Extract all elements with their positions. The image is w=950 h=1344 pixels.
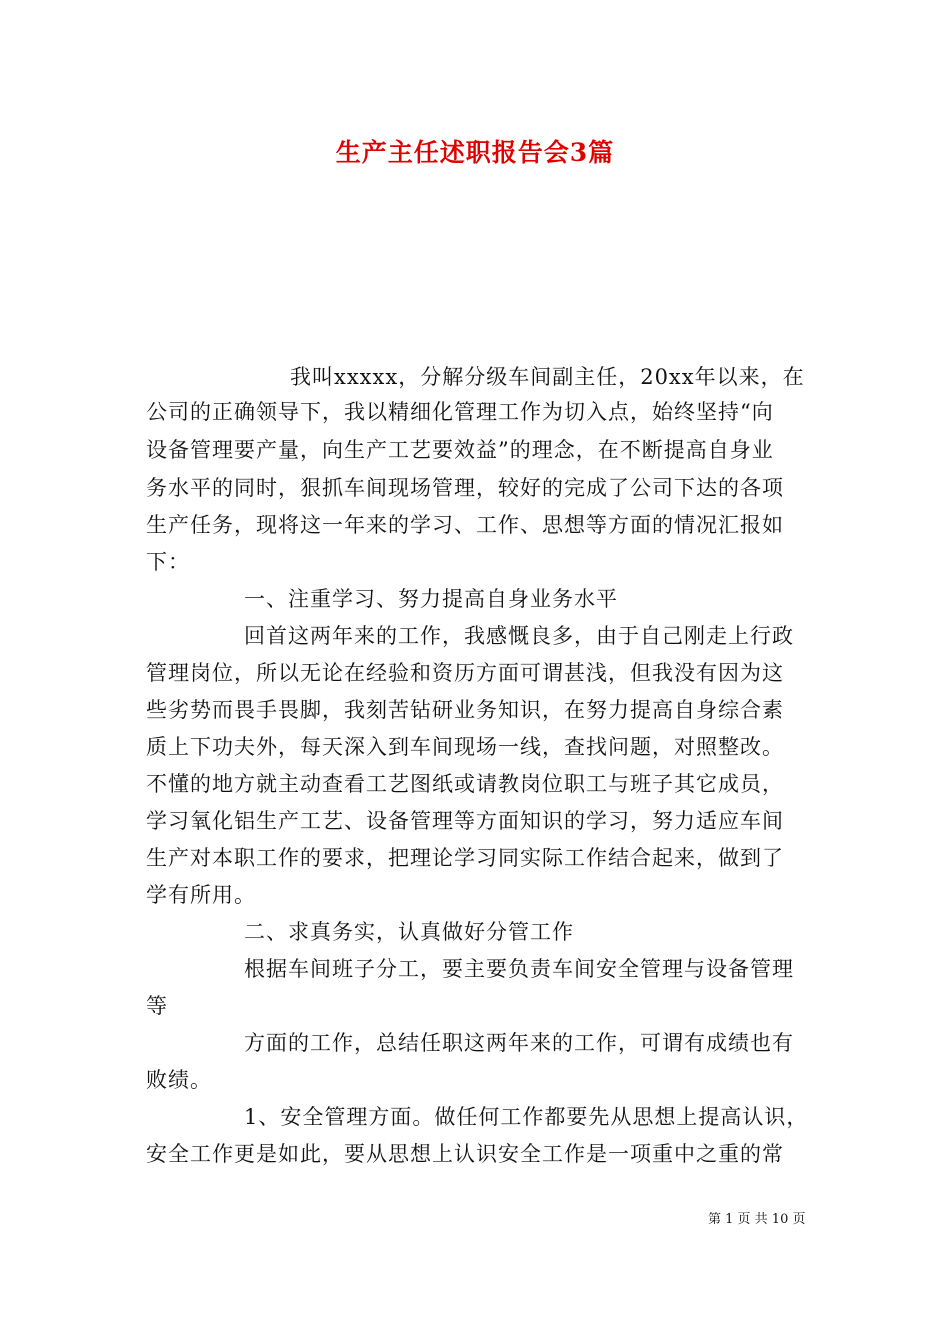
paragraph-line: 生产对本职工作的要求，把理论学习同实际工作结合起来，做到了 — [146, 846, 784, 870]
paragraph-line: 1、安全管理方面。做任何工作都要先从思想上提高认识， — [244, 1105, 809, 1129]
paragraph-line: 生产任务，现将这一年来的学习、工作、思想等方面的情况汇报如 — [146, 513, 784, 537]
paragraph-line: 不懂的地方就主动查看工艺图纸或请教岗位职工与班子其它成员， — [146, 772, 784, 796]
paragraph-line: 安全工作更是如此，要从思想上认识安全工作是一项重中之重的常 — [146, 1142, 784, 1166]
paragraph-line: 管理岗位，所以无论在经验和资历方面可谓甚浅，但我没有因为这 — [146, 661, 784, 685]
paragraph-line: 务水平的同时，狠抓车间现场管理，较好的完成了公司下达的各项 — [146, 476, 784, 500]
document-title: 生产主任述职报告会3篇 — [335, 138, 615, 167]
paragraph-line: 学有所用。 — [146, 883, 256, 907]
paragraph-line: 等 — [146, 994, 168, 1018]
paragraph-line: 我叫xxxxx，分解分级车间副主任，20xx年以来，在 — [290, 365, 805, 389]
page-footer: 第 1 页 共 10 页 — [708, 1212, 806, 1227]
section-heading: 一、注重学习、努力提高自身业务水平 — [244, 587, 618, 611]
paragraph-line: 学习氧化铝生产工艺、设备管理等方面知识的学习，努力适应车间 — [146, 809, 784, 833]
section-heading: 二、求真务实，认真做好分管工作 — [244, 920, 574, 944]
paragraph-line: 方面的工作，总结任职这两年来的工作，可谓有成绩也有 — [244, 1031, 794, 1055]
paragraph-line: 败绩。 — [146, 1068, 212, 1092]
paragraph-line: 下： — [146, 550, 190, 574]
paragraph-line: 质上下功夫外，每天深入到车间现场一线，查找问题，对照整改。 — [146, 735, 784, 759]
paragraph-line: 设备管理要产量，向生产工艺要效益”的理念，在不断提高自身业 — [146, 438, 774, 462]
paragraph-line: 回首这两年来的工作，我感慨良多，由于自己刚走上行政 — [244, 624, 794, 648]
paragraph-line: 些劣势而畏手畏脚，我刻苦钻研业务知识，在努力提高自身综合素 — [146, 698, 784, 722]
paragraph-line: 公司的正确领导下，我以精细化管理工作为切入点，始终坚持“向 — [146, 400, 774, 424]
paragraph-line: 根据车间班子分工，要主要负责车间安全管理与设备管理 — [244, 957, 794, 981]
